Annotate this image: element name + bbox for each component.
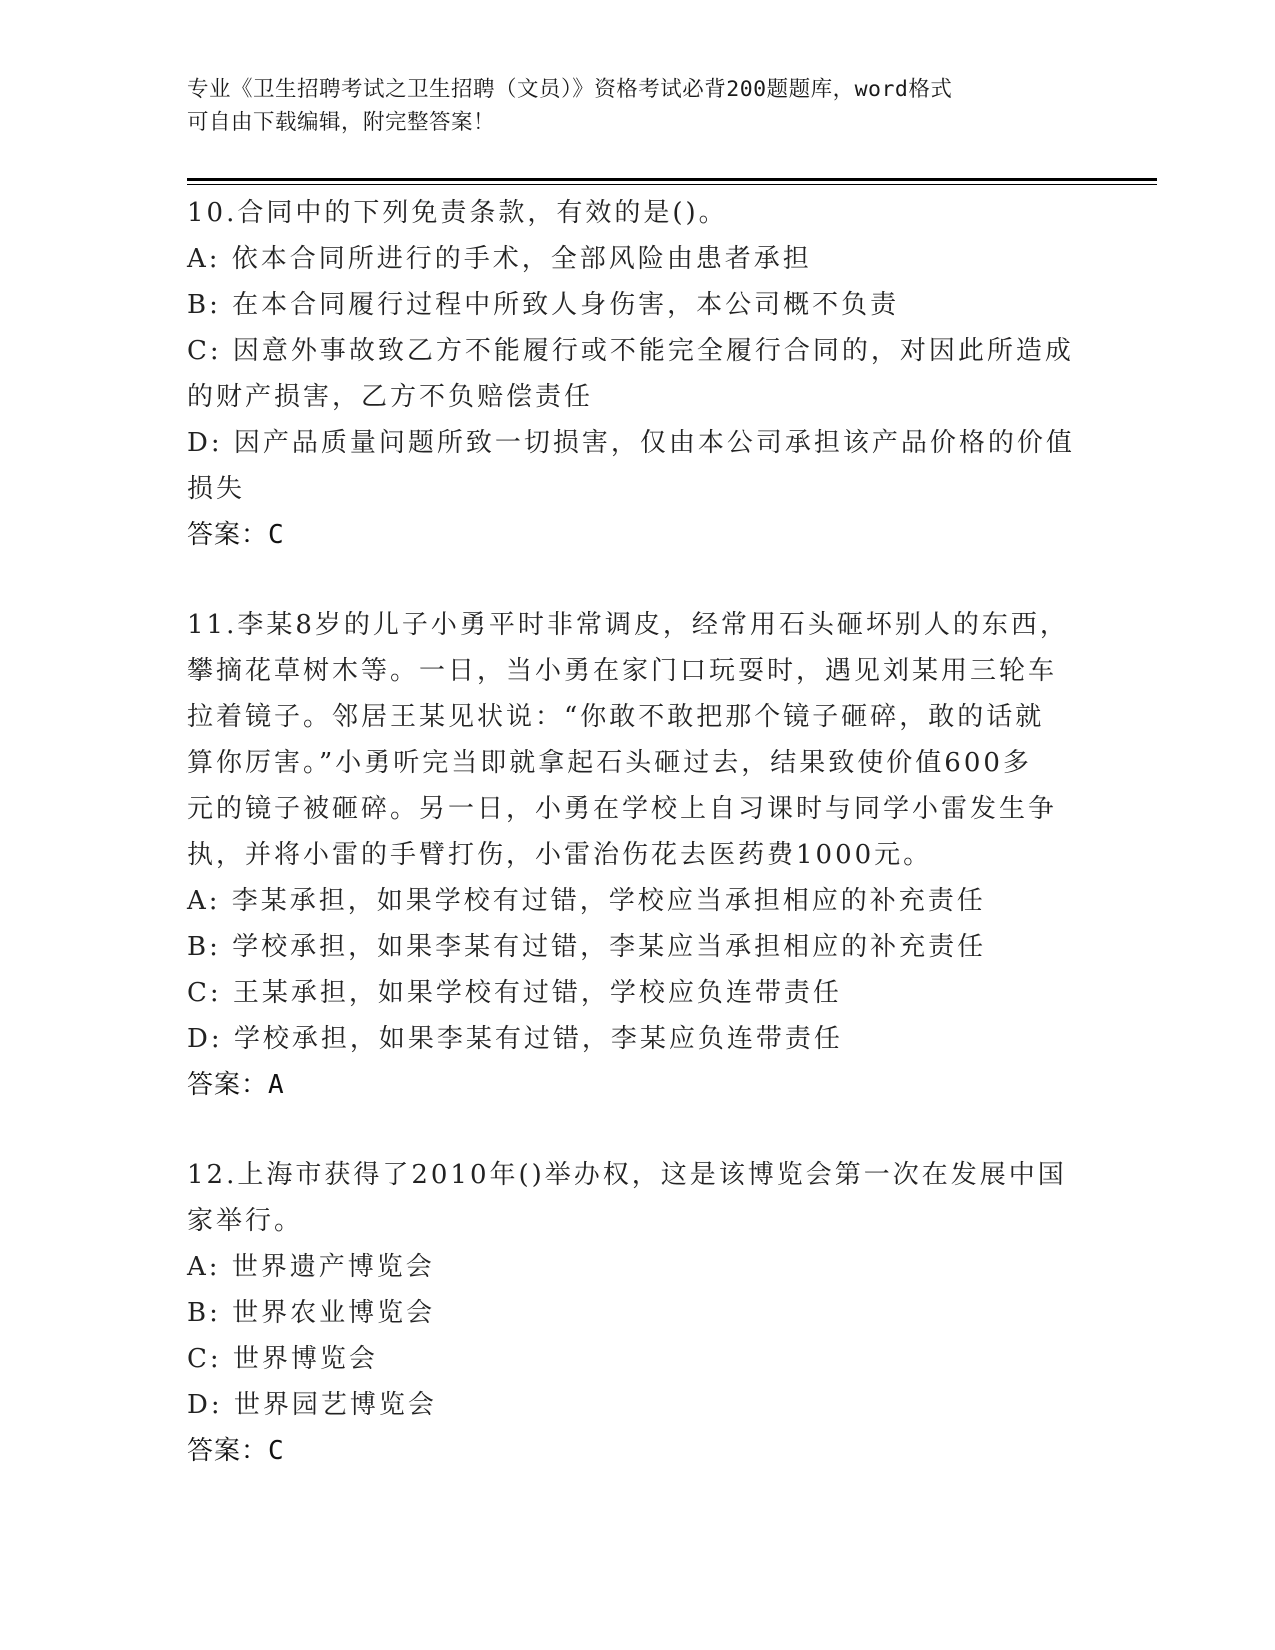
answer-value: C bbox=[268, 1436, 285, 1466]
question-spacer bbox=[187, 1108, 1087, 1152]
header-rule-thick bbox=[187, 178, 1157, 181]
question-stem-line: 执，并将小雷的手臂打伤，小雷治伤花去医药费1000元。 bbox=[187, 840, 933, 870]
question-block bbox=[187, 1152, 1087, 1474]
question-stem-line: 11.李某8岁的儿子小勇平时非常调皮，经常用石头砸坏别人的东西， bbox=[187, 610, 1069, 640]
answer-line bbox=[187, 1062, 1087, 1108]
answer-value: A bbox=[268, 1070, 285, 1100]
answer-label: 答案： bbox=[187, 520, 269, 550]
option-line: C: 王某承担，如果学校有过错，学校应负连带责任 bbox=[187, 978, 842, 1008]
question-stem-line: 10.合同中的下列免责条款，有效的是()。 bbox=[187, 198, 728, 228]
option-line: 损失 bbox=[187, 474, 246, 504]
option-line: A: 世界遗产博览会 bbox=[187, 1252, 435, 1282]
header-rule-thin bbox=[187, 184, 1157, 185]
question-block bbox=[187, 190, 1087, 602]
question-stem-line: 12.上海市获得了2010年()举办权，这是该博览会第一次在发展中国 bbox=[187, 1160, 1067, 1190]
document-header bbox=[187, 73, 1067, 139]
option-line: A: 依本合同所进行的手术，全部风险由患者承担 bbox=[187, 244, 812, 274]
answer-line bbox=[187, 1428, 1087, 1474]
answer-label: 答案： bbox=[187, 1070, 269, 1100]
question-stem-line: 拉着镜子。邻居王某见状说：“你敢不敢把那个镜子砸碎，敢的话就 bbox=[187, 702, 1045, 732]
option-line: B: 学校承担，如果李某有过错，李某应当承担相应的补充责任 bbox=[187, 932, 987, 962]
question-spacer bbox=[187, 558, 1087, 602]
option-line: 的财产损害，乙方不负赔偿责任 bbox=[187, 382, 594, 412]
question-list bbox=[187, 190, 1087, 1474]
option-line: D: 因产品质量问题所致一切损害，仅由本公司承担该产品价格的价值 bbox=[187, 428, 1075, 458]
option-line: A: 李某承担，如果学校有过错，学校应当承担相应的补充责任 bbox=[187, 886, 986, 916]
answer-line bbox=[187, 512, 1087, 558]
option-line: C: 因意外事故致乙方不能履行或不能完全履行合同的，对因此所造成 bbox=[187, 336, 1074, 366]
option-line: B: 世界农业博览会 bbox=[187, 1298, 436, 1328]
answer-label: 答案： bbox=[187, 1436, 269, 1466]
header-line-1: 专业《卫生招聘考试之卫生招聘（文员）》资格考试必背200题题库，word格式 bbox=[187, 77, 953, 102]
question-block bbox=[187, 602, 1087, 1152]
answer-value: C bbox=[268, 520, 285, 550]
question-stem-line: 家举行。 bbox=[187, 1206, 304, 1236]
header-line-2: 可自由下载编辑，附完整答案！ bbox=[187, 110, 496, 135]
option-line: C: 世界博览会 bbox=[187, 1344, 378, 1374]
option-line: B: 在本合同履行过程中所致人身伤害，本公司概不负责 bbox=[187, 290, 900, 320]
option-line: D: 学校承担，如果李某有过错，李某应负连带责任 bbox=[187, 1024, 843, 1054]
option-line: D: 世界园艺博览会 bbox=[187, 1390, 437, 1420]
question-stem-line: 元的镜子被砸碎。另一日，小勇在学校上自习课时与同学小雷发生争 bbox=[187, 794, 1058, 824]
question-stem-line: 攀摘花草树木等。一日，当小勇在家门口玩耍时，遇见刘某用三轮车 bbox=[187, 656, 1058, 686]
question-stem-line: 算你厉害。”小勇听完当即就拿起石头砸过去，结果致使价值600多 bbox=[187, 748, 1032, 778]
